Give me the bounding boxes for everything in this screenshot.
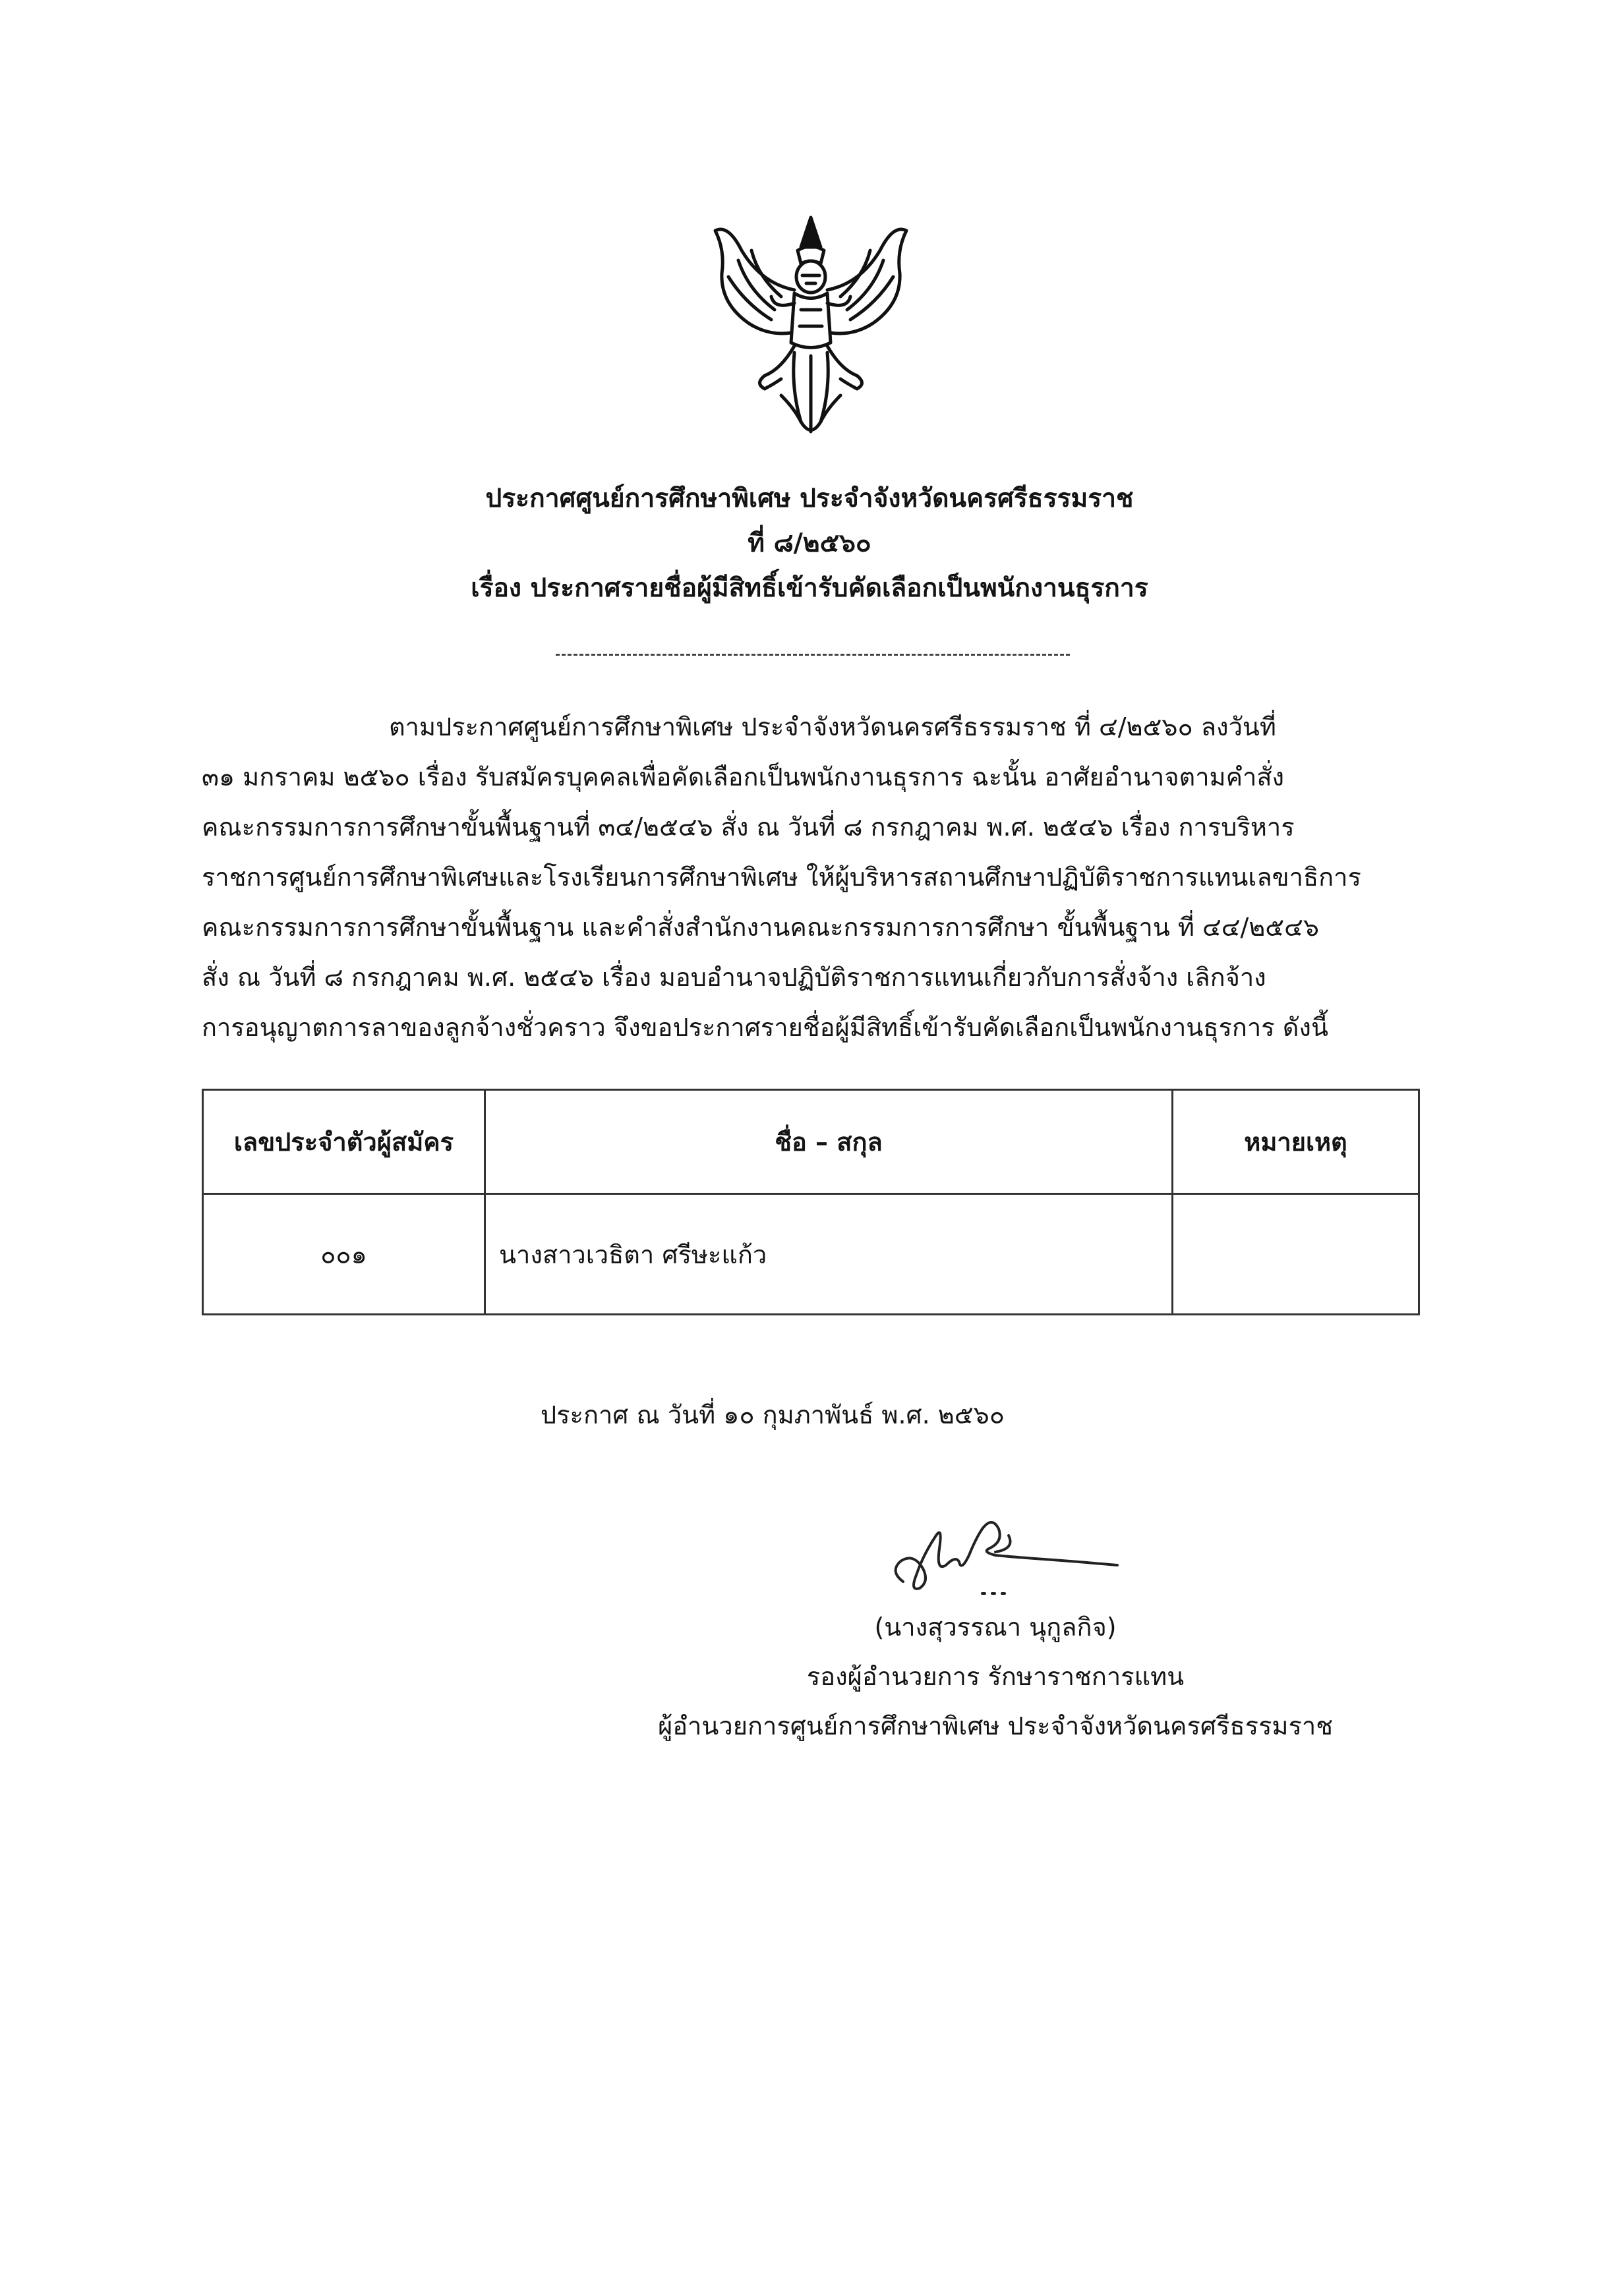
body-paragraph-line: การอนุญาตการลาของลูกจ้างชั่วคราว จึงขอประกาศรายชื่อผู้มีสิทธิ์เข้ารับคัดเลือกเป็นพนักงานธุรการ ดังนี้ bbox=[202, 1013, 1328, 1042]
table-row bbox=[203, 1194, 1419, 1315]
body-paragraph-line: คณะกรรมการการศึกษาขั้นพื้นฐาน และคำสั่งสำนักงานคณะกรรมการการศึกษา ขั้นพื้นฐาน ที่ ๔๔/๒๕๔๖ bbox=[202, 913, 1319, 942]
applicant-id-cell: ๐๐๑ bbox=[203, 1194, 485, 1315]
body-paragraph-line: ตามประกาศศูนย์การศึกษาพิเศษ ประจำจังหวัดนครศรีธรรมราช ที่ ๔/๒๕๖๐ ลงวันที่ bbox=[389, 712, 1276, 741]
page-title: ประกาศศูนย์การศึกษาพิเศษ ประจำจังหวัดนครศรีธรรมราช bbox=[485, 484, 1134, 513]
remark-cell bbox=[1173, 1194, 1419, 1315]
announcement-subject: เรื่อง ประกาศรายชื่อผู้มีสิทธิ์เข้ารับคัดเลือกเป็นพนักงานธุรการ bbox=[471, 573, 1148, 603]
announcement-number: ที่ ๘/๒๕๖๐ bbox=[748, 529, 871, 558]
body-paragraph-line: สั่ง ณ วันที่ ๘ กรกฎาคม พ.ศ. ๒๕๔๖ เรื่อง มอบอำนาจปฏิบัติราชการแทนเกี่ยวกับการสั่งจ้าง เลิกจ้าง bbox=[202, 963, 1266, 992]
column-header-full-name: ชื่อ – สกุล bbox=[485, 1090, 1173, 1194]
body-paragraph-line: คณะกรรมการการศึกษาขั้นพื้นฐานที่ ๓๔/๒๕๔๖ สั่ง ณ วันที่ ๘ กรกฎาคม พ.ศ. ๒๕๔๖ เรื่อง การบริหาร bbox=[202, 813, 1295, 842]
signatory-organization: ผู้อำนวยการศูนย์การศึกษาพิเศษ ประจำจังหวัดนครศรีธรรมราช bbox=[657, 1711, 1334, 1740]
signature-icon bbox=[883, 1509, 1121, 1601]
candidate-table bbox=[202, 1089, 1420, 1315]
announcement-date: ประกาศ ณ วันที่ ๑๐ กุมภาพันธ์ พ.ศ. ๒๕๖๐ bbox=[541, 1400, 1005, 1429]
body-paragraph-line: ราชการศูนย์การศึกษาพิเศษและโรงเรียนการศึกษาพิเศษ ให้ผู้บริหารสถานศึกษาปฏิบัติราชการแทนเลขาธิการ bbox=[202, 863, 1361, 892]
table-header-row bbox=[203, 1090, 1419, 1194]
column-header-applicant-id: เลขประจำตัวผู้สมัคร bbox=[203, 1090, 485, 1194]
signatory-position: รองผู้อำนวยการ รักษาราชการแทน bbox=[806, 1662, 1185, 1691]
signatory-name: (นางสุวรรณา นุกูลกิจ) bbox=[874, 1613, 1117, 1642]
garuda-emblem-icon bbox=[702, 211, 920, 445]
column-header-remark: หมายเหตุ bbox=[1173, 1090, 1419, 1194]
body-paragraph-line: ๓๑ มกราคม ๒๕๖๐ เรื่อง รับสมัครบุคคลเพื่อคัดเลือกเป็นพนักงานธุรการ ฉะนั้น อาศัยอำนาจตามคำสั่ง bbox=[202, 762, 1285, 791]
dashed-divider bbox=[556, 654, 1070, 656]
applicant-name-cell: นางสาวเวธิตา ศรีษะแก้ว bbox=[485, 1194, 1173, 1315]
